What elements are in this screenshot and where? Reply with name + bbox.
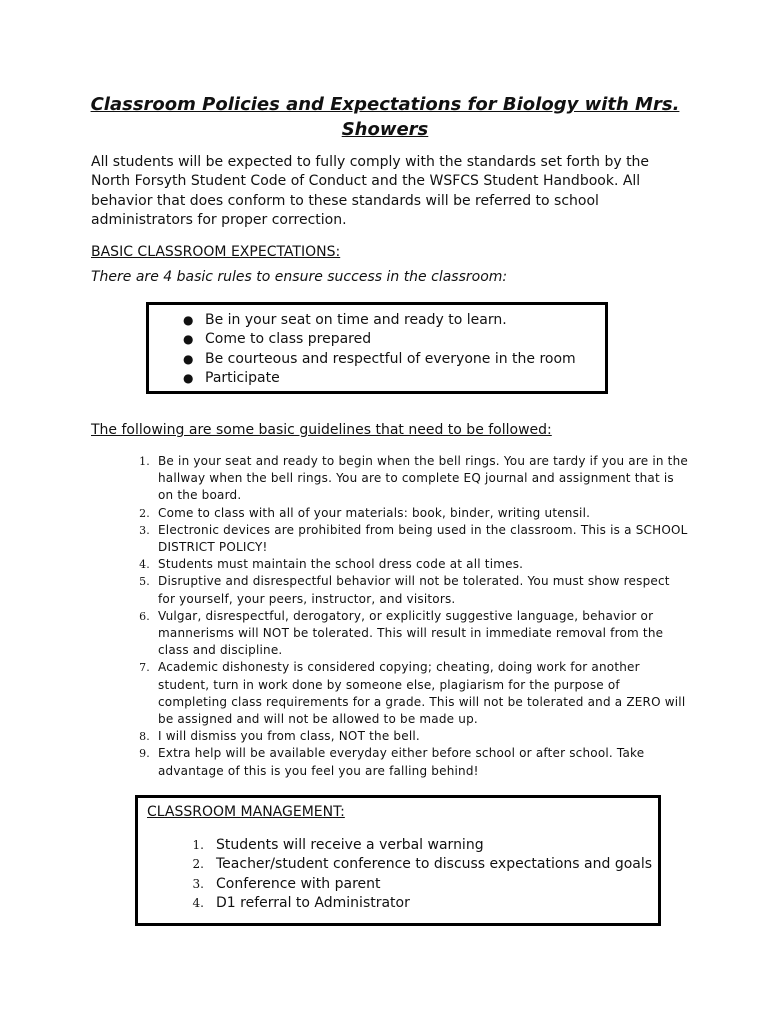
guideline-number: 7. <box>139 661 150 675</box>
guideline-text: Extra help will be available everyday either before school or after school. Take advantage of this is you feel you are falling behind! <box>158 746 645 778</box>
guideline-item <box>130 659 690 728</box>
guideline-text: Disruptive and disrespectful behavior will not be tolerated. You must show respect for yourself, your peers, instructor, and visitors. <box>158 574 670 606</box>
rule-text: Come to class prepared <box>205 331 372 348</box>
guideline-item <box>130 522 690 556</box>
management-step-text: Students will receive a verbal warning <box>216 837 484 853</box>
guideline-number: 1. <box>139 455 150 468</box>
guideline-number: 8. <box>139 730 150 744</box>
classroom-management-box <box>135 795 661 926</box>
management-step-text: Teacher/student conference to discuss expectations and goals <box>216 856 653 873</box>
rule-item <box>183 350 576 369</box>
guideline-text: Students must maintain the school dress code at all times. <box>158 557 524 572</box>
rule-item <box>183 369 576 388</box>
guideline-number: 9. <box>139 747 150 761</box>
management-step-number: 4. <box>192 895 204 910</box>
guideline-number: 2. <box>139 506 150 520</box>
bullet-icon: ● <box>183 313 194 327</box>
bullet-icon: ● <box>183 370 194 385</box>
classroom-management-list <box>180 836 652 913</box>
guideline-text: Be in your seat and ready to begin when the bell rings. You are tardy if you are in the hallway when the bell rings. You are to complete EQ journal and assignment that is on the board. <box>158 454 688 503</box>
guideline-item <box>130 728 690 745</box>
rule-item <box>183 311 576 330</box>
guideline-number: 3. <box>139 523 150 537</box>
guideline-number: 4. <box>139 558 150 572</box>
rule-text: Participate <box>205 369 280 386</box>
page-title: Classroom Policies and Expectations for Biology with Mrs. Showers <box>90 94 680 140</box>
guideline-item <box>130 745 690 779</box>
management-step <box>180 875 652 894</box>
basic-expectations-heading: BASIC CLASSROOM EXPECTATIONS: <box>91 244 341 260</box>
guideline-item <box>130 556 690 573</box>
rule-text: Be in your seat on time and ready to learn. <box>205 312 507 328</box>
bullet-icon: ● <box>183 332 194 347</box>
intro-paragraph: All students will be expected to fully comply with the standards set forth by the North Forsyth Student Code of Conduct and the WSFCS Student Handbook. All behavior that does conform to these standards will be referred to school administrators for proper correction. <box>91 154 650 228</box>
management-step-number: 3. <box>192 876 204 891</box>
guidelines-list <box>130 453 690 780</box>
guideline-item <box>130 453 690 505</box>
guideline-text: Academic dishonesty is considered copying; cheating, doing work for another student, turn in work done by someone else, plagiarism for the purpose of completing class requirements for a grade. This will not be tolerated and a ZERO will be assigned and will not be allowed to be made up. <box>158 660 686 727</box>
guideline-text: Electronic devices are prohibited from being used in the classroom. This is a SCHOOL DISTRICT POLICY! <box>158 522 688 555</box>
guidelines-heading: The following are some basic guidelines that need to be followed: <box>91 422 552 438</box>
management-step-number: 1. <box>192 838 204 852</box>
basic-rules-intro: There are 4 basic rules to ensure success in the classroom: <box>91 269 508 285</box>
management-step-text: Conference with parent <box>216 875 381 892</box>
classroom-management-heading: CLASSROOM MANAGEMENT: <box>147 804 345 820</box>
management-step <box>180 836 652 855</box>
guideline-text: Vulgar, disrespectful, derogatory, or explicitly suggestive language, behavior or mannerisms will NOT be tolerated. This will result in immediate removal from the class and discipline. <box>158 608 664 658</box>
basic-rules-list <box>183 311 576 388</box>
guideline-number: 6. <box>139 609 150 623</box>
guideline-item <box>130 608 690 660</box>
guideline-item <box>130 573 690 607</box>
basic-rules-box <box>146 302 608 394</box>
guideline-number: 5. <box>139 575 150 589</box>
guideline-item <box>130 505 690 522</box>
rule-text: Be courteous and respectful of everyone in the room <box>205 350 576 367</box>
rule-item <box>183 330 576 349</box>
management-step-number: 2. <box>192 857 204 872</box>
management-step <box>180 855 652 874</box>
management-step <box>180 894 652 913</box>
guideline-text: Come to class with all of your materials: book, binder, writing utensil. <box>158 505 591 520</box>
bullet-icon: ● <box>183 351 194 366</box>
management-step-text: D1 referral to Administrator <box>216 894 410 911</box>
guideline-text: I will dismiss you from class, NOT the bell. <box>158 729 420 744</box>
